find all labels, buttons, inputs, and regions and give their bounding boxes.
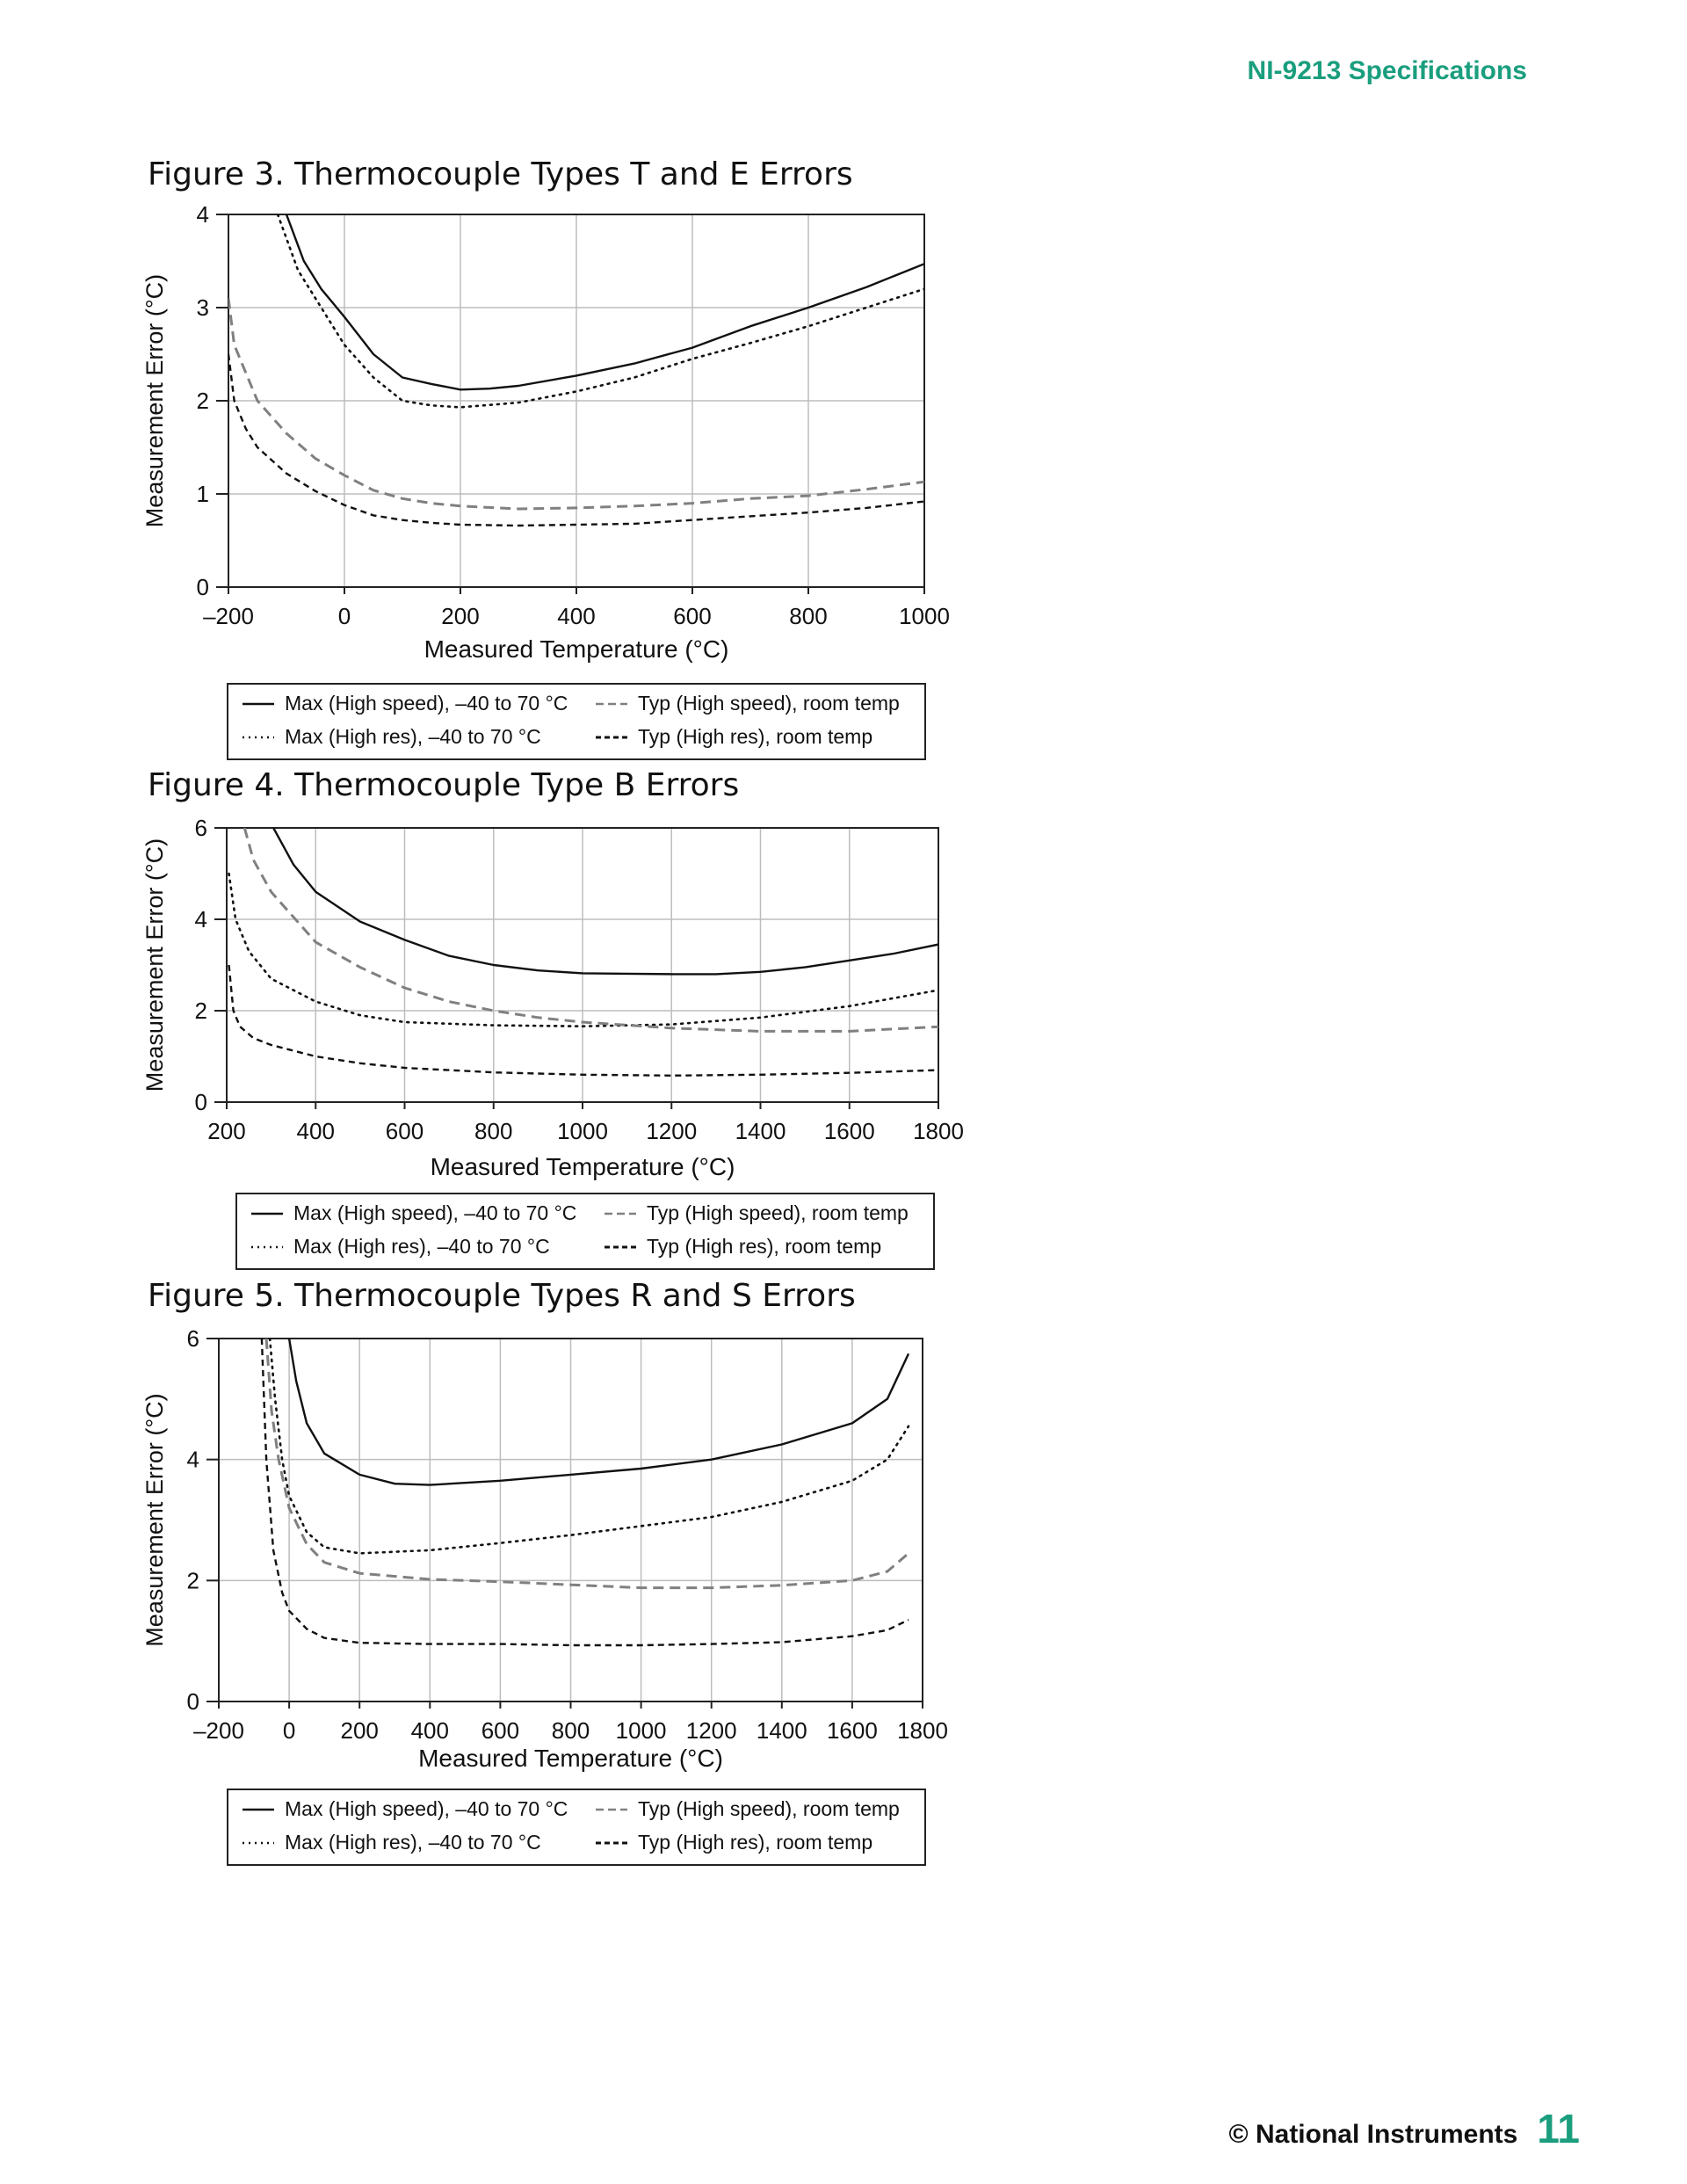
legend-label: Typ (High speed), room temp bbox=[647, 1201, 909, 1224]
x-tick-label: 1600 bbox=[823, 1118, 875, 1144]
x-tick-label: 1000 bbox=[615, 1717, 667, 1744]
legend-item-typ-high-speed bbox=[603, 1201, 909, 1225]
y-tick-label: 4 bbox=[196, 202, 209, 228]
y-tick-label: 0 bbox=[194, 1089, 207, 1115]
series-line-0 bbox=[289, 1339, 909, 1485]
legend-label: Max (High speed), –40 to 70 °C bbox=[285, 1797, 568, 1820]
x-tick-label: 0 bbox=[337, 603, 351, 629]
figure-3-caption: Figure 3. Thermocouple Types T and E Errors bbox=[148, 156, 853, 192]
y-tick-label: 2 bbox=[186, 1567, 199, 1594]
figure-5-legend bbox=[227, 1789, 926, 1866]
x-axis-label: Measured Temperature (°C) bbox=[430, 1153, 735, 1180]
x-tick-label: 400 bbox=[557, 603, 596, 629]
series-line-2 bbox=[244, 828, 938, 1031]
x-tick-label: 1400 bbox=[735, 1118, 786, 1144]
x-tick-label: 200 bbox=[340, 1717, 379, 1744]
series-line-1 bbox=[229, 874, 939, 1027]
x-tick-label: 1400 bbox=[756, 1717, 807, 1744]
legend-item-typ-high-res bbox=[594, 1831, 872, 1854]
y-tick-label: 4 bbox=[186, 1446, 199, 1473]
series-line-1 bbox=[270, 1339, 909, 1553]
x-axis-label: Measured Temperature (°C) bbox=[418, 1745, 723, 1772]
legend-label: Typ (High res), room temp bbox=[638, 725, 873, 748]
x-tick-label: 1800 bbox=[913, 1118, 964, 1144]
series-line-2 bbox=[266, 1339, 909, 1588]
y-tick-label: 2 bbox=[194, 998, 207, 1024]
legend-label: Typ (High res), room temp bbox=[638, 1831, 873, 1854]
legend-item-typ-high-speed bbox=[594, 1797, 900, 1821]
y-tick-label: 1 bbox=[196, 481, 209, 507]
series-line-3 bbox=[262, 1339, 909, 1645]
legend-item-typ-high-res bbox=[594, 725, 872, 749]
legend-label: Max (High speed), –40 to 70 °C bbox=[285, 692, 568, 715]
x-tick-label: 400 bbox=[410, 1717, 449, 1744]
figure-5-chart bbox=[0, 1323, 1002, 1780]
y-tick-label: 6 bbox=[194, 815, 207, 841]
x-tick-label: –200 bbox=[203, 603, 254, 629]
y-tick-label: 3 bbox=[196, 294, 209, 321]
x-tick-label: 400 bbox=[296, 1118, 335, 1144]
legend-item-max-high-speed bbox=[250, 1201, 576, 1225]
footer-copyright: © National Instruments bbox=[1228, 2120, 1518, 2149]
legend-label: Typ (High speed), room temp bbox=[638, 692, 900, 715]
y-tick-label: 6 bbox=[186, 1325, 199, 1352]
y-axis-label: Measurement Error (°C) bbox=[141, 273, 168, 528]
y-axis-label: Measurement Error (°C) bbox=[141, 838, 168, 1092]
y-tick-label: 4 bbox=[194, 906, 207, 932]
x-tick-label: 600 bbox=[385, 1118, 424, 1144]
legend-label: Max (High res), –40 to 70 °C bbox=[293, 1235, 550, 1258]
legend-label: Max (High speed), –40 to 70 °C bbox=[293, 1201, 577, 1224]
x-axis-label: Measured Temperature (°C) bbox=[424, 635, 729, 663]
y-tick-label: 2 bbox=[196, 388, 209, 414]
figure-4-legend bbox=[235, 1193, 935, 1270]
legend-label: Typ (High res), room temp bbox=[647, 1235, 882, 1258]
x-tick-label: 1000 bbox=[899, 603, 950, 629]
x-tick-label: 600 bbox=[481, 1717, 520, 1744]
y-tick-label: 0 bbox=[196, 574, 209, 600]
x-tick-label: 200 bbox=[207, 1118, 246, 1144]
x-tick-label: 1000 bbox=[557, 1118, 608, 1144]
x-tick-label: 200 bbox=[441, 603, 480, 629]
x-tick-label: 1200 bbox=[685, 1717, 737, 1744]
legend-item-typ-high-speed bbox=[594, 692, 900, 715]
x-tick-label: 0 bbox=[282, 1717, 296, 1744]
legend-label: Max (High res), –40 to 70 °C bbox=[285, 725, 541, 748]
x-tick-label: 800 bbox=[551, 1717, 590, 1744]
x-tick-label: 800 bbox=[474, 1118, 513, 1144]
series-line-0 bbox=[273, 828, 938, 974]
page-footer bbox=[1229, 2105, 1580, 2152]
figure-5-caption: Figure 5. Thermocouple Types R and S Errors bbox=[148, 1278, 856, 1314]
legend-label: Typ (High speed), room temp bbox=[638, 1797, 900, 1820]
figure-3-legend bbox=[227, 683, 926, 760]
page-number: 11 bbox=[1537, 2106, 1580, 2151]
figure-4-caption: Figure 4. Thermocouple Type B Errors bbox=[148, 767, 740, 803]
legend-item-max-high-res bbox=[241, 1831, 541, 1854]
series-line-3 bbox=[229, 965, 939, 1076]
y-axis-label: Measurement Error (°C) bbox=[141, 1393, 168, 1647]
figure-4-chart bbox=[0, 813, 1002, 1191]
x-tick-label: –200 bbox=[193, 1717, 244, 1744]
legend-item-max-high-speed bbox=[241, 1797, 568, 1821]
x-tick-label: 600 bbox=[673, 603, 712, 629]
legend-item-typ-high-res bbox=[603, 1235, 881, 1259]
legend-item-max-high-res bbox=[250, 1235, 550, 1259]
x-tick-label: 1800 bbox=[897, 1717, 948, 1744]
x-tick-label: 800 bbox=[789, 603, 828, 629]
document-header-title: NI-9213 Specifications bbox=[1247, 56, 1527, 85]
figure-3-chart bbox=[0, 202, 1002, 677]
legend-item-max-high-res bbox=[241, 725, 541, 749]
series-line-1 bbox=[278, 214, 924, 407]
legend-item-max-high-speed bbox=[241, 692, 568, 715]
x-tick-label: 1200 bbox=[646, 1118, 698, 1144]
x-tick-label: 1600 bbox=[826, 1717, 878, 1744]
series-line-0 bbox=[286, 214, 924, 389]
y-tick-label: 0 bbox=[186, 1688, 199, 1715]
legend-label: Max (High res), –40 to 70 °C bbox=[285, 1831, 541, 1854]
